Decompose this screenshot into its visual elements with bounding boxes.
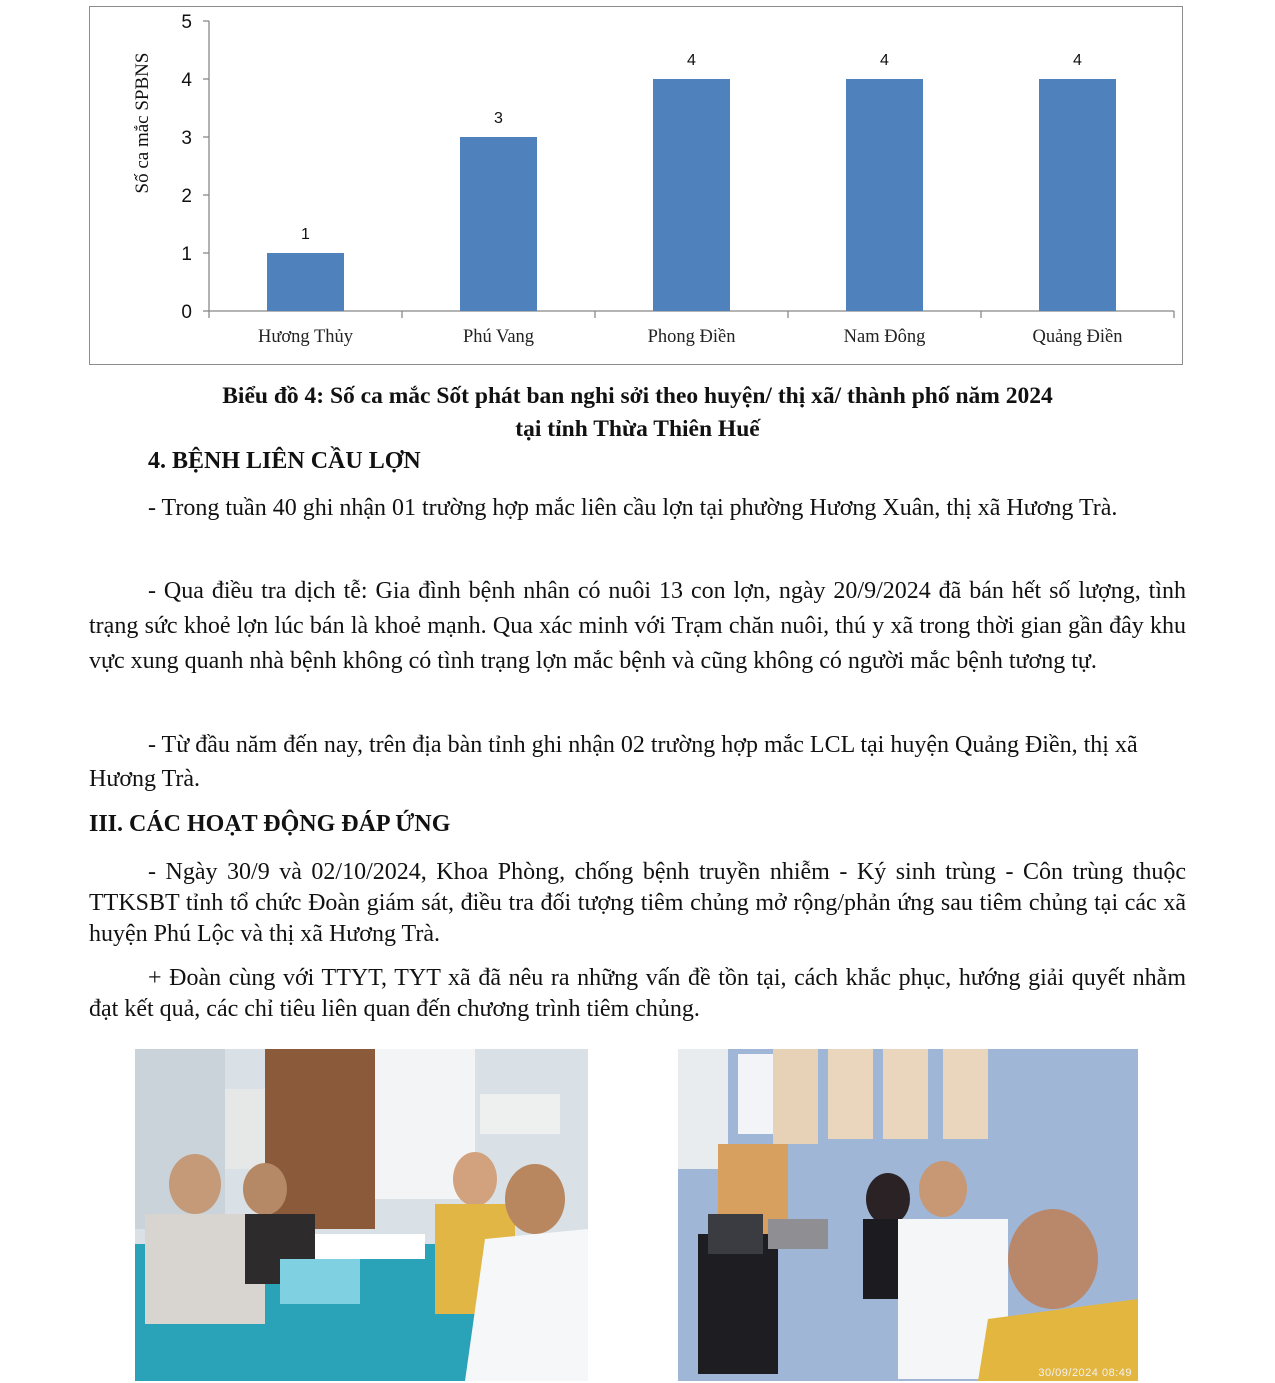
category-label: Phong Điền xyxy=(647,327,736,347)
photo-timestamp: 30/09/2024 08:49 xyxy=(1038,1367,1132,1379)
chart-caption-line1: Biểu đồ 4: Số ca mắc Sốt phát ban nghi sởi theo huyện/ thị xã/ thành phố năm 2024 xyxy=(222,383,1053,409)
section-iii-paragraph-1: - Ngày 30/9 và 02/10/2024, Khoa Phòng, chống bệnh truyền nhiễm - Ký sinh trùng - Côn trùng thuộc TTKSBT tỉnh tổ chức Đoàn giám sát, điều tra đối tượng tiêm chủng mở rộng/phản ứng sau tiêm chủng tại các xã huyện Phú Lộc và thị xã Hương Trà. xyxy=(89,859,1186,947)
data-label: 1 xyxy=(301,226,310,243)
bar-chart xyxy=(89,6,1183,365)
bar xyxy=(460,137,537,311)
chart-svg xyxy=(90,7,1184,366)
section-4-paragraph-2: - Qua điều tra dịch tễ: Gia đình bệnh nhân có nuôi 13 con lợn, ngày 20/9/2024 đã bán hết số lượng, tình trạng sức khoẻ lợn lúc bán là khoẻ mạnh. Qua xác minh với Trạm chăn nuôi, thú y xã trong thời gian gần đây khu vực xung quanh nhà bệnh không có tình trạng lợn mắc bệnh và cũng không có người mắc bệnh tương tự. xyxy=(89,578,1186,674)
y-axis-label: Số ca mắc SPBNS xyxy=(132,52,153,194)
data-label: 4 xyxy=(687,52,696,69)
bar xyxy=(1039,79,1116,311)
photo-meeting-left-illustration xyxy=(135,1049,588,1381)
data-label: 4 xyxy=(1073,52,1082,69)
photo-meeting-right xyxy=(678,1049,1138,1381)
section-iii-heading: III. CÁC HOẠT ĐỘNG ĐÁP ỨNG xyxy=(89,811,451,837)
photo-meeting-right-illustration xyxy=(678,1049,1138,1381)
section-iii-paragraph-2: + Đoàn cùng với TTYT, TYT xã đã nêu ra những vấn đề tồn tại, cách khắc phục, hướng giải quyết nhằm đạt kết quả, các chỉ tiêu liên quan đến chương trình tiêm chủng. xyxy=(89,965,1186,1022)
y-tick-label: 5 xyxy=(181,12,192,33)
section-4-paragraph-1: - Trong tuần 40 ghi nhận 01 trường hợp mắc liên cầu lợn tại phường Hương Xuân, thị xã Hương Trà. xyxy=(148,495,1118,521)
y-tick-label: 4 xyxy=(181,70,192,91)
bar xyxy=(653,79,730,311)
y-tick-label: 1 xyxy=(181,244,192,265)
data-label: 4 xyxy=(880,52,889,69)
photo-meeting-left xyxy=(135,1049,588,1381)
bar xyxy=(267,253,344,311)
data-label: 3 xyxy=(494,110,503,127)
chart-caption-line2: tại tỉnh Thừa Thiên Huế xyxy=(515,416,760,442)
y-tick-label: 2 xyxy=(181,186,192,207)
category-label: Phú Vang xyxy=(462,327,535,347)
category-label: Hương Thủy xyxy=(257,327,354,347)
category-label: Quảng Điền xyxy=(1032,327,1123,347)
y-tick-label: 3 xyxy=(181,128,192,149)
bar xyxy=(846,79,923,311)
section-4-paragraph-3: - Từ đầu năm đến nay, trên địa bàn tỉnh ghi nhận 02 trường hợp mắc LCL tại huyện Quảng Điền, thị xã Hương Trà. xyxy=(89,732,1138,792)
category-label: Nam Đông xyxy=(843,327,926,347)
y-tick-label: 0 xyxy=(181,302,192,323)
section-4-heading: 4. BỆNH LIÊN CẦU LỢN xyxy=(148,448,421,474)
